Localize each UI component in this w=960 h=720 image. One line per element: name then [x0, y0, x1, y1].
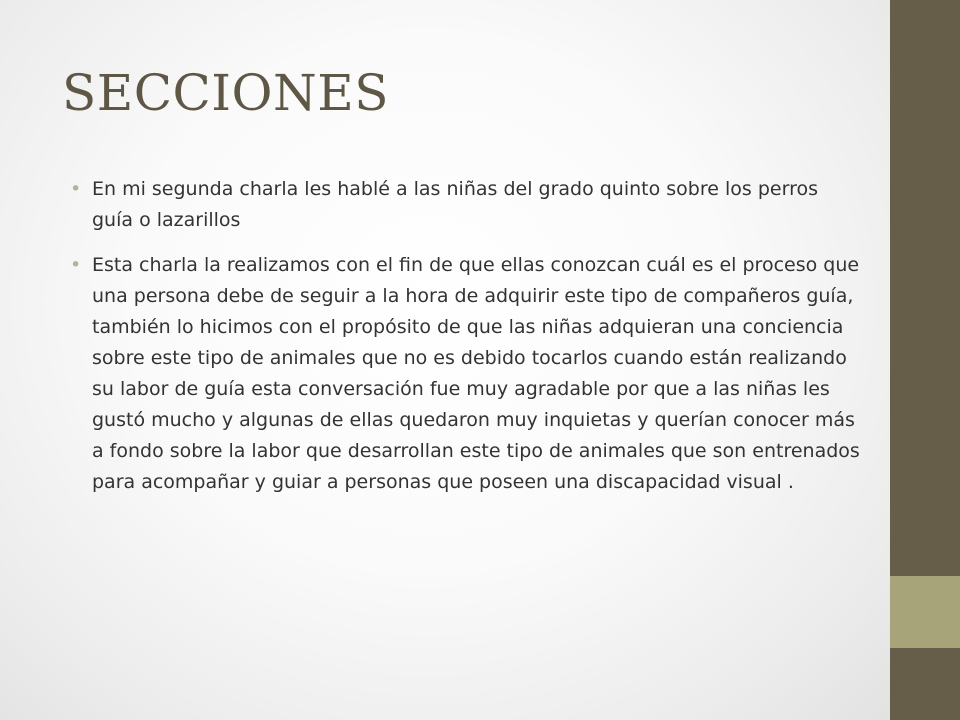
bullet-text: Esta charla la realizamos con el fin de que ellas conozcan cuál es el proceso que una persona debe de seguir a la hora de adquirir este tipo de compañeros guía, también lo hicimos con el propósito de que las niñas adquieran una conciencia sobre este tipo de animales que no es debido tocarlos cuando están realizando su labor de guía esta conversación fue muy agradable por que a las niñas les gustó mucho y algunas de ellas quedaron muy inquietas y querían conocer más a fondo sobre la labor que desarrollan este tipo de animales que son entrenados para acompañar y guiar a personas que poseen una discapacidad visual . — [92, 254, 860, 493]
side-band-bottom — [890, 648, 960, 720]
bullet-text: En mi segunda charla les hablé a las niñas del grado quinto sobre los perros guía o lazarillos — [92, 178, 818, 231]
side-band-top — [890, 0, 960, 576]
bullet-dot-icon: • — [70, 254, 82, 276]
bullet-item — [70, 174, 860, 236]
bullet-dot-icon: • — [70, 178, 82, 200]
slide-title: SECCIONES — [62, 64, 390, 122]
bullet-item — [70, 250, 860, 498]
bullet-list — [70, 174, 860, 512]
side-band-accent — [890, 576, 960, 648]
